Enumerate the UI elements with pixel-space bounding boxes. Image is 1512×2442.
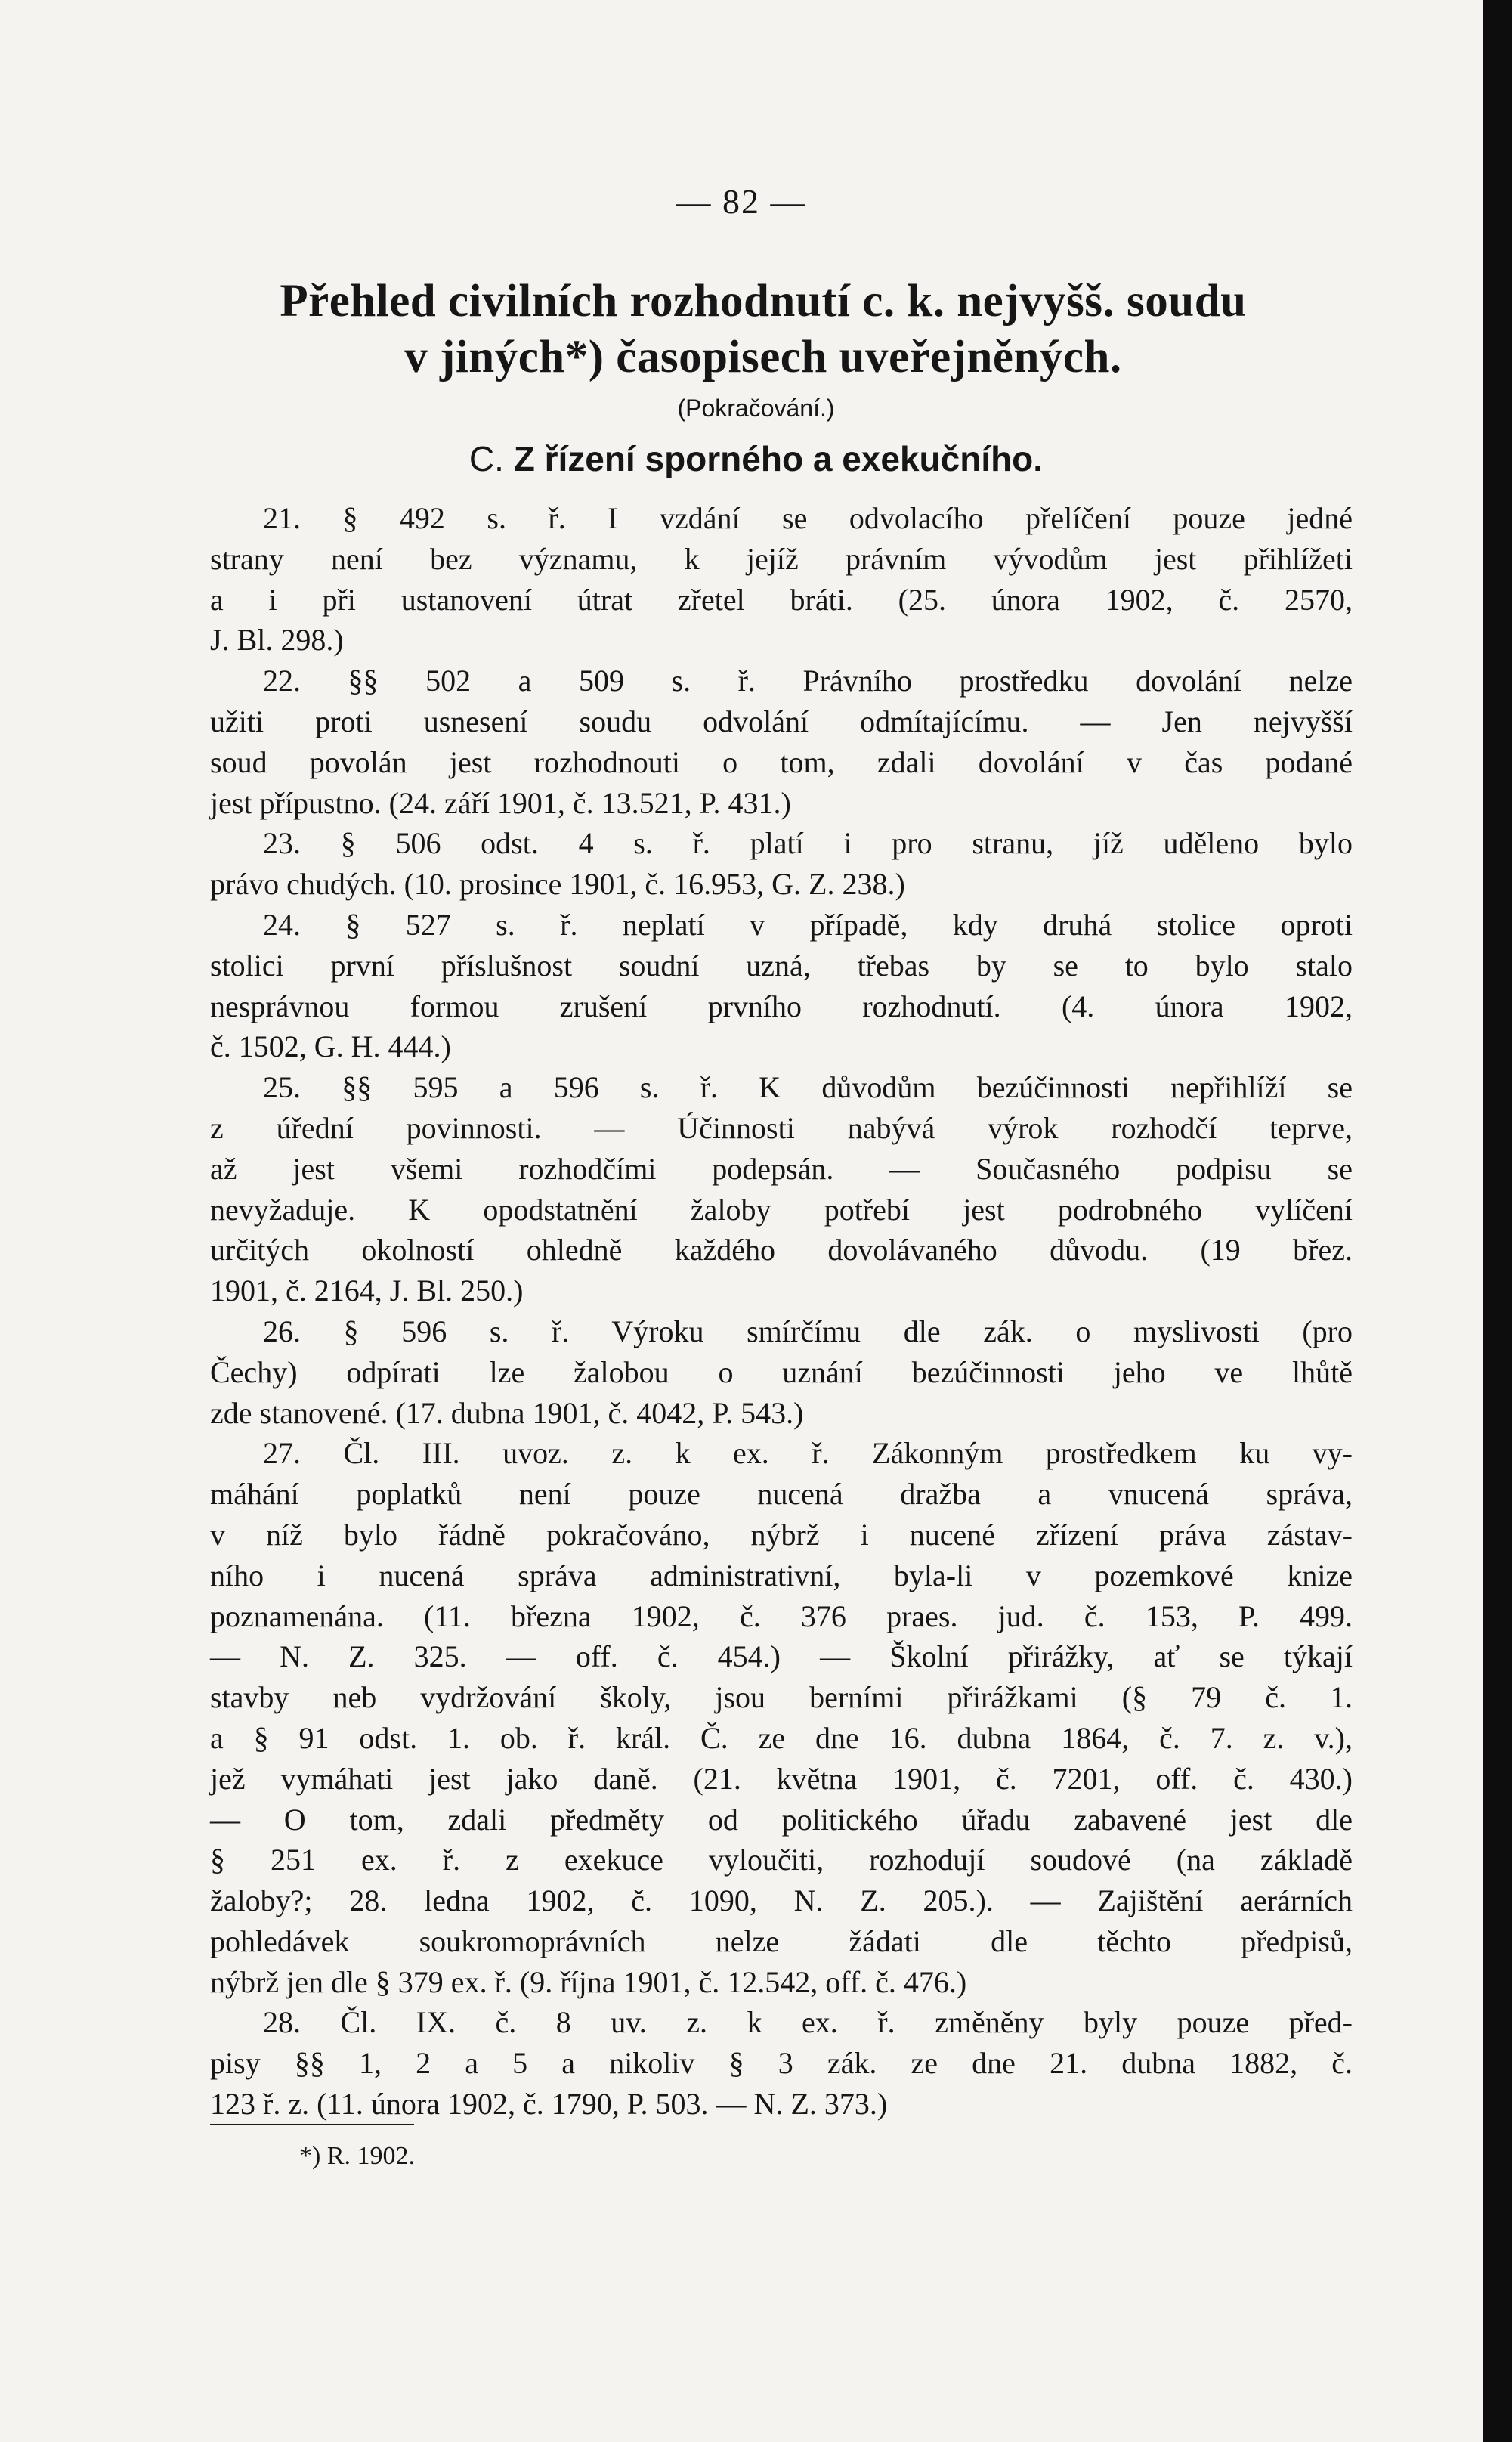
text-line: nesprávnou formou zrušení prvního rozhodnutí. (4. února 1902, (210, 989, 1353, 1023)
text-line: nevyžaduje. K opodstatnění žaloby potřebí jest podrobného vylíčení (210, 1192, 1353, 1227)
text-line: z úřední povinnosti. — Účinnosti nabývá výrok rozhodčí teprve, (210, 1110, 1353, 1145)
text-line: J. Bl. 298.) (210, 623, 344, 658)
text-line: máhání poplatků není pouze nucená dražba a vnucená správa, (210, 1477, 1353, 1512)
text-line: nýbrž jen dle § 379 ex. ř. (9. října 1901, č. 12.542, off. č. 476.) (210, 1964, 967, 1999)
text-line: 21. § 492 s. ř. I vzdání se odvolacího přelíčení pouze jedné (263, 501, 1353, 535)
text-line: § 251 ex. ř. z exekuce vyloučiti, rozhodují soudové (na základě (210, 1843, 1353, 1877)
text-line: ního i nucená správa administrativní, byla-li v pozemkové knize (210, 1558, 1353, 1592)
section-title: Z řízení sporného a exekučního. (513, 439, 1044, 478)
text-line: a § 91 odst. 1. ob. ř. král. Č. ze dne 16. dubna 1864, č. 7. z. v.), (210, 1720, 1353, 1755)
text-line: 23. § 506 odst. 4 s. ř. platí i pro stranu, jíž uděleno bylo (263, 826, 1353, 861)
scan-edge (1483, 0, 1512, 2442)
text-line: až jest všemi rozhodčími podepsán. — Současného podpisu se (210, 1151, 1353, 1186)
text-line: 123 ř. z. (11. února 1902, č. 1790, P. 503. — N. Z. 373.) (210, 2087, 888, 2122)
footnote-divider (210, 2124, 414, 2125)
text-line: jež vymáhati jest jako daně. (21. května 1901, č. 7201, off. č. 430.) (210, 1761, 1353, 1796)
page-number: — 82 — (676, 182, 807, 221)
text-line: 22. §§ 502 a 509 s. ř. Právního prostředku dovolání nelze (263, 664, 1353, 698)
text-line: Čechy) odpírati lze žalobou o uznání bezúčinnosti jeho ve lhůtě (210, 1354, 1353, 1389)
body-text (210, 498, 1353, 2125)
text-line: č. 1502, G. H. 444.) (210, 1029, 451, 1064)
text-line: soud povolán jest rozhodnouti o tom, zdali dovolání v čas podané (210, 744, 1353, 779)
text-line: 27. Čl. III. uvoz. z. k ex. ř. Zákonným prostředkem ku vy- (263, 1436, 1353, 1471)
text-line: 24. § 527 s. ř. neplatí v případě, kdy druhá stolice oproti (263, 907, 1353, 942)
text-line: stavby neb vydržování školy, jsou berními přirážkami (§ 79 č. 1. (210, 1680, 1353, 1715)
text-line: užiti proti usnesení soudu odvolání odmítajícímu. — Jen nejvyšší (210, 704, 1353, 738)
text-line: 25. §§ 595 a 596 s. ř. K důvodům bezúčinnosti nepřihlíží se (263, 1070, 1353, 1105)
text-line: určitých okolností ohledně každého dovolávaného důvodu. (19 břez. (210, 1233, 1353, 1267)
text-line: poznamenána. (11. března 1902, č. 376 praes. jud. č. 153, P. 499. (210, 1599, 1353, 1633)
text-line: jest přípustno. (24. září 1901, č. 13.521, P. 431.) (210, 785, 791, 820)
text-line: pisy §§ 1, 2 a 5 a nikoliv § 3 zák. ze dne 21. dubna 1882, č. (210, 2046, 1353, 2081)
text-line: zde stanovené. (17. dubna 1901, č. 4042, P. 543.) (210, 1395, 804, 1430)
text-line: žaloby?; 28. ledna 1902, č. 1090, N. Z. 205.). — Zajištění aerárních (210, 1883, 1353, 1918)
title-line-2: v jiných*) časopisech uveřejněných. (404, 332, 1122, 382)
text-line: 26. § 596 s. ř. Výroku smírčímu dle zák. o myslivosti (pro (263, 1314, 1353, 1348)
text-line: v níž bylo řádně pokračováno, nýbrž i nucené zřízení práva zástav- (210, 1517, 1353, 1552)
footnote: *) R. 1902. (299, 2142, 415, 2170)
section-heading (0, 438, 1512, 479)
text-line: 28. Čl. IX. č. 8 uv. z. k ex. ř. změněny byly pouze před- (263, 2005, 1353, 2040)
text-line: 1901, č. 2164, J. Bl. 250.) (210, 1274, 524, 1308)
continuation-note: (Pokračování.) (677, 395, 835, 422)
section-letter: C. (468, 439, 504, 478)
text-line: právo chudých. (10. prosince 1901, č. 16.953, G. Z. 238.) (210, 867, 905, 902)
text-line: — N. Z. 325. — off. č. 454.) — Školní přirážky, ať se týkají (210, 1639, 1353, 1674)
page-title (174, 274, 1353, 385)
text-line: strany není bez významu, k jejíž právním vývodům jest přihlížeti (210, 541, 1353, 576)
text-line: a i při ustanovení útrat zřetel bráti. (25. února 1902, č. 2570, (210, 582, 1353, 617)
text-line: — O tom, zdali předměty od politického úřadu zabavené jest dle (210, 1802, 1353, 1837)
text-line: pohledávek soukromoprávních nelze žádati dle těchto předpisů, (210, 1924, 1353, 1958)
text-line: stolici první příslušnost soudní uzná, třebas by se to bylo stalo (210, 948, 1353, 983)
title-line-1: Přehled civilních rozhodnutí c. k. nejvyšš. soudu (280, 276, 1247, 327)
